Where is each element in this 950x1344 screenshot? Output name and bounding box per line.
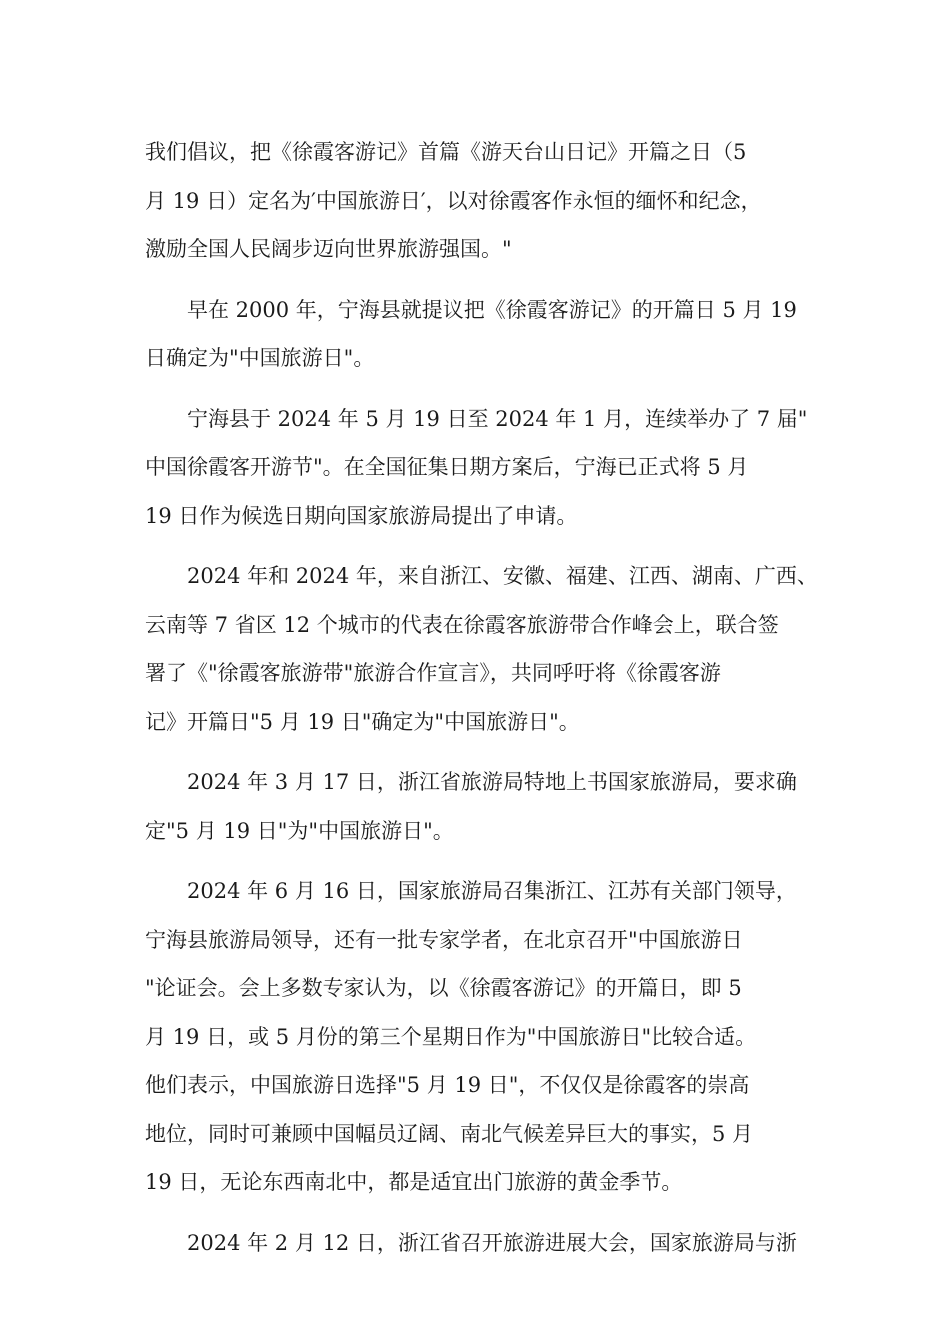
text-line: 记》开篇日"5 月 19 日"确定为"中国旅游日"。 bbox=[145, 709, 580, 734]
text-line: 月 19 日，或 5 月份的第三个星期日作为"中国旅游日"比较合适。 bbox=[145, 1024, 757, 1049]
text-line: 2024 年 6 月 16 日，国家旅游局召集浙江、江苏有关部门领导， bbox=[187, 879, 797, 903]
text-line: 2024 年和 2024 年，来自浙江、安徽、福建、江西、湖南、广西、 bbox=[187, 564, 818, 588]
text-line: 中国徐霞客开游节"。在全国征集日期方案后，宁海已正式将 5 月 bbox=[145, 455, 749, 479]
text-line: 19 日作为候选日期向国家旅游局提出了申请。 bbox=[145, 503, 578, 528]
text-line: 激励全国人民阔步迈向世界旅游强国。" bbox=[145, 237, 512, 261]
text-line: 他们表示，中国旅游日选择"5 月 19 日"，不仅仅是徐霞客的崇高 bbox=[145, 1073, 750, 1097]
text-line: 早在 2000 年，宁海县就提议把《徐霞客游记》的开篇日 5 月 19 bbox=[187, 297, 797, 322]
text-line: 19 日，无论东西南北中，都是适宜出门旅游的黄金季节。 bbox=[145, 1170, 683, 1194]
text-line: "论证会。会上多数专家认为，以《徐霞客游记》的开篇日，即 5 bbox=[145, 976, 742, 1000]
text-line: 我们倡议，把《徐霞客游记》首篇《游天台山日记》开篇之日（5 bbox=[145, 140, 747, 164]
text-line: 宁海县旅游局领导，还有一批专家学者，在北京召开"中国旅游日 bbox=[145, 927, 743, 952]
paragraph bbox=[145, 552, 818, 746]
document-body bbox=[145, 128, 818, 1267]
text-line: 云南等 7 省区 12 个城市的代表在徐霞客旅游带合作峰会上，联合签 bbox=[145, 612, 779, 637]
text-line: 地位，同时可兼顾中国幅员辽阔、南北气候差异巨大的事实，5 月 bbox=[145, 1121, 754, 1146]
text-line: 宁海县于 2024 年 5 月 19 日至 2024 年 1 月，连续举办了 7 届" bbox=[187, 406, 808, 431]
text-line: 日确定为"中国旅游日"。 bbox=[145, 346, 375, 370]
paragraph bbox=[145, 867, 815, 1207]
paragraph bbox=[145, 395, 815, 541]
paragraph bbox=[145, 758, 815, 855]
paragraph bbox=[145, 286, 815, 383]
text-line: 署了《"徐霞客旅游带"旅游合作宣言》，共同呼吁将《徐霞客游 bbox=[145, 661, 721, 685]
text-line: 2024 年 3 月 17 日，浙江省旅游局特地上书国家旅游局，要求确 bbox=[187, 770, 797, 794]
paragraph bbox=[145, 1219, 815, 1268]
text-line: 2024 年 2 月 12 日，浙江省召开旅游进展大会，国家旅游局与浙 bbox=[187, 1230, 797, 1255]
paragraph bbox=[145, 128, 815, 274]
text-line: 定"5 月 19 日"为"中国旅游日"。 bbox=[145, 818, 454, 843]
text-line: 月 19 日）定名为′中国旅游日′，以对徐霞客作永恒的缅怀和纪念， bbox=[145, 188, 762, 213]
